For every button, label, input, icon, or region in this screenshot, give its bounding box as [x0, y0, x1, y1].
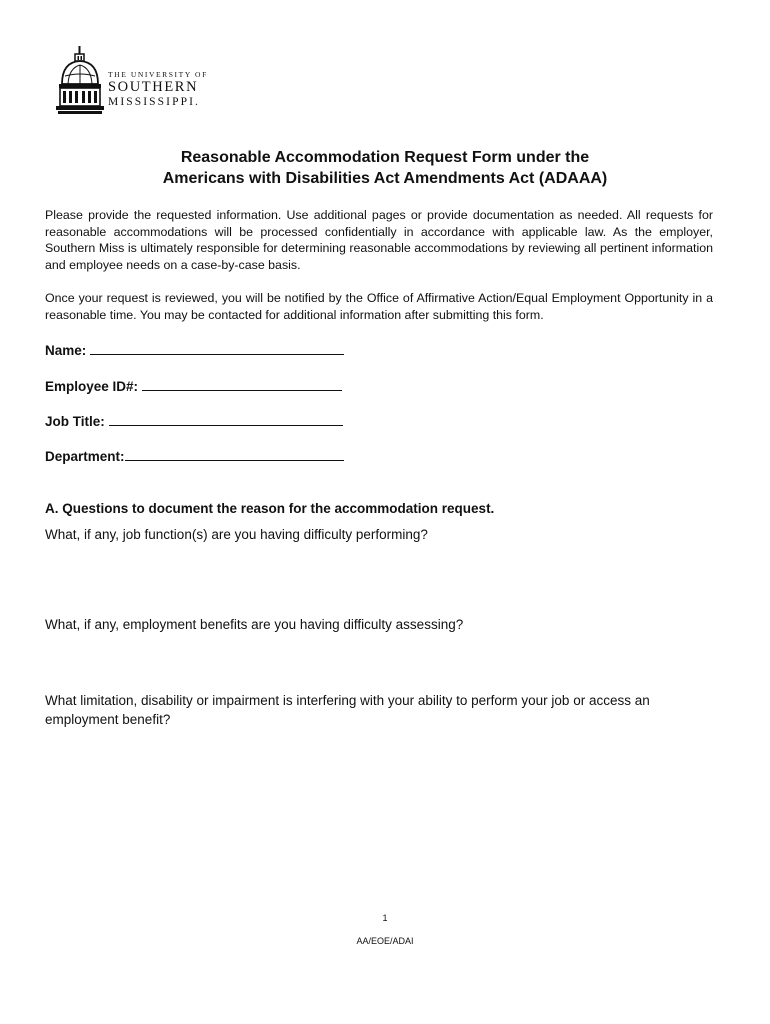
department-field [45, 446, 344, 466]
form-title [0, 147, 770, 189]
intro-paragraph-1: Please provide the requested information. Use additional pages or provide documentation as needed. All requests for reasonable accommodations will be processed confidentially in accordance with applicable law. As the employer, Southern Miss is ultimately responsible for determining reasonable accommodations by reviewing all pertinent information and employee needs on a case-by-case basis. [45, 208, 713, 272]
name-input-line[interactable] [90, 340, 344, 355]
dome-icon [56, 46, 104, 118]
department-label: Department: [45, 449, 125, 464]
section-a-heading: A. Questions to document the reason for the accommodation request. [45, 501, 495, 516]
form-title-line2: Americans with Disabilities Act Amendments Act (ADAAA) [162, 170, 608, 187]
question-employment-benefits: What, if any, employment benefits are you having difficulty assessing? [45, 617, 464, 632]
page-number: 1 [382, 913, 388, 923]
job-title-label: Job Title: [45, 414, 105, 429]
employee-id-input-line[interactable] [142, 376, 342, 391]
logo-line-university-of: THE UNIVERSITY OF [108, 70, 208, 79]
intro-paragraph-2: Once your request is reviewed, you will be notified by the Office of Affirmative Action/Equal Employment Opportunity in a reasonable time. You may be contacted for additional information after submitting this form. [45, 291, 713, 322]
name-label: Name: [45, 343, 87, 358]
department-input-line[interactable] [125, 446, 344, 461]
logo-line-mississippi: MISSISSIPPI. [108, 96, 200, 108]
university-logo [56, 46, 236, 118]
name-field [45, 340, 344, 360]
employee-id-field [45, 376, 342, 396]
form-title-line1: Reasonable Accommodation Request Form under the [180, 149, 590, 166]
employee-id-label: Employee ID#: [45, 379, 139, 394]
footer-code: AA/EOE/ADAI [356, 936, 414, 946]
job-title-input-line[interactable] [109, 411, 343, 426]
logo-line-southern: SOUTHERN [108, 79, 199, 95]
question-job-functions: What, if any, job function(s) are you having difficulty performing? [45, 527, 428, 542]
question-limitation: What limitation, disability or impairment is interfering with your ability to perform your job or access an employment benefit? [45, 693, 650, 727]
job-title-field [45, 411, 343, 431]
